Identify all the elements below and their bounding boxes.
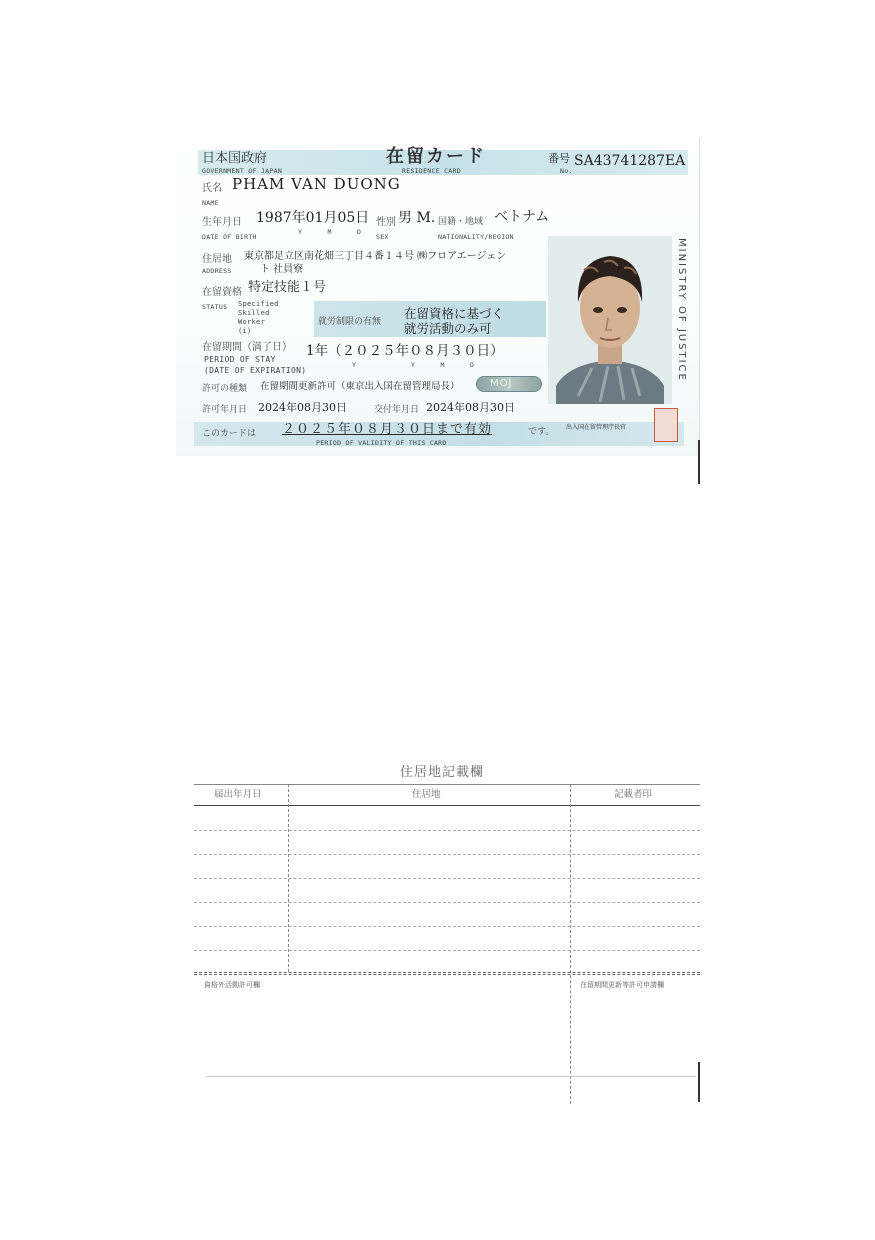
holder-name: PHAM VAN DUONG — [232, 175, 401, 193]
status-subtext: Specified Skilled Worker (i) — [238, 300, 279, 335]
nationality-label: 国籍・地域 — [438, 217, 484, 227]
date-of-birth: 1987年01月05日 — [256, 210, 370, 226]
issue-date-label: 交付年月日 — [374, 405, 420, 415]
card-number-label-en: No. — [560, 167, 573, 175]
card-number-label: 番号 — [548, 152, 570, 165]
sex-value: 男 M. — [398, 210, 436, 226]
residence-card-back — [176, 758, 700, 1078]
stay-ymd-hint: Y Y M D — [352, 361, 475, 369]
permit-date: 2024年08月30日 — [258, 401, 347, 414]
period-of-stay-label-en: PERIOD OF STAY — [204, 355, 276, 364]
address-label-en: ADDRESS — [202, 267, 232, 275]
name-label-en: NAME — [202, 199, 219, 207]
row-line — [194, 854, 700, 855]
column-stamp: 記載者印 — [614, 789, 653, 800]
permit-date-label: 許可年月日 — [202, 405, 248, 415]
work-permission-value: 在留資格に基づく 就労活動のみ可 — [404, 306, 505, 336]
portrait-graphic — [548, 236, 672, 404]
status-label: 在留資格 — [202, 287, 242, 298]
card-title-en: RESIDENCE CARD — [402, 167, 461, 175]
section-divider — [194, 972, 700, 975]
address-record-title: 住居地記載欄 — [400, 765, 485, 780]
card-edge-mark — [698, 440, 700, 484]
validity-value: ２０２５年０８月３０日まで有効 — [282, 422, 493, 437]
nationality-label-en: NATIONALITY/REGION — [438, 233, 514, 241]
dob-ymd-hint: Y M D — [298, 228, 362, 236]
back-bottom-edge — [206, 1076, 696, 1077]
extension-application-label: 在留期間更新等許可申請欄 — [580, 981, 664, 989]
card-number: SA43741287EA — [574, 153, 686, 169]
column-divider — [570, 784, 571, 1104]
row-line — [194, 950, 700, 951]
issuer-label: 出入国在留管理庁長官 — [566, 424, 627, 431]
expiration-label-en: (DATE OF EXPIRATION) — [204, 366, 307, 375]
back-edge-mark-bottom — [698, 1062, 700, 1102]
validity-label-en: PERIOD OF VALIDITY OF THIS CARD — [316, 439, 447, 447]
row-line — [194, 926, 700, 927]
name-label: 氏名 — [202, 183, 222, 194]
row-line — [194, 830, 700, 831]
period-of-stay-value: 1年（２０２５年０８月３０日） — [306, 343, 504, 359]
permission-type-value: 在留期間更新許可（東京出入国在留管理局長） — [260, 381, 460, 392]
status-label-en: STATUS — [202, 303, 228, 311]
official-seal — [654, 408, 678, 442]
address-line-2: ト 社員寮 — [260, 264, 304, 275]
dob-label-en: DATE OF BIRTH — [202, 233, 257, 241]
moj-hologram-text: MOJ — [490, 378, 513, 389]
address-line-1: 東京都足立区南花畑三丁目４番１４号 ㈱フロアエージェン — [244, 251, 507, 262]
validity-label: このカードは — [202, 429, 257, 439]
validity-suffix: です。 — [528, 427, 555, 437]
card-title: 在留カード — [386, 146, 486, 167]
address-label: 住居地 — [202, 254, 232, 265]
government-label-en: GOVERNMENT OF JAPAN — [202, 167, 283, 175]
sex-label-en: SEX — [376, 233, 389, 241]
holder-photo — [548, 236, 672, 404]
government-label: 日本国政府 — [202, 151, 268, 166]
nationality-value: ベトナム — [494, 209, 550, 225]
column-date: 届出年月日 — [214, 789, 262, 800]
sex-label: 性別 — [376, 217, 396, 228]
issue-date: 2024年08月30日 — [426, 401, 515, 414]
permission-type-label: 許可の種類 — [202, 384, 248, 394]
dob-label: 生年月日 — [202, 217, 242, 228]
row-line — [194, 902, 700, 903]
residence-card-front — [176, 138, 700, 456]
work-permission-label: 就労制限の有無 — [318, 317, 382, 327]
row-line — [194, 878, 700, 879]
ministry-vertical-text: MINISTRY OF JUSTICE — [676, 238, 687, 382]
column-address: 住居地 — [412, 789, 441, 800]
period-of-stay-label: 在留期間（満了日） — [202, 342, 292, 353]
status-value: 特定技能１号 — [248, 280, 327, 295]
activity-permission-label: 資格外活動許可欄 — [204, 981, 260, 989]
